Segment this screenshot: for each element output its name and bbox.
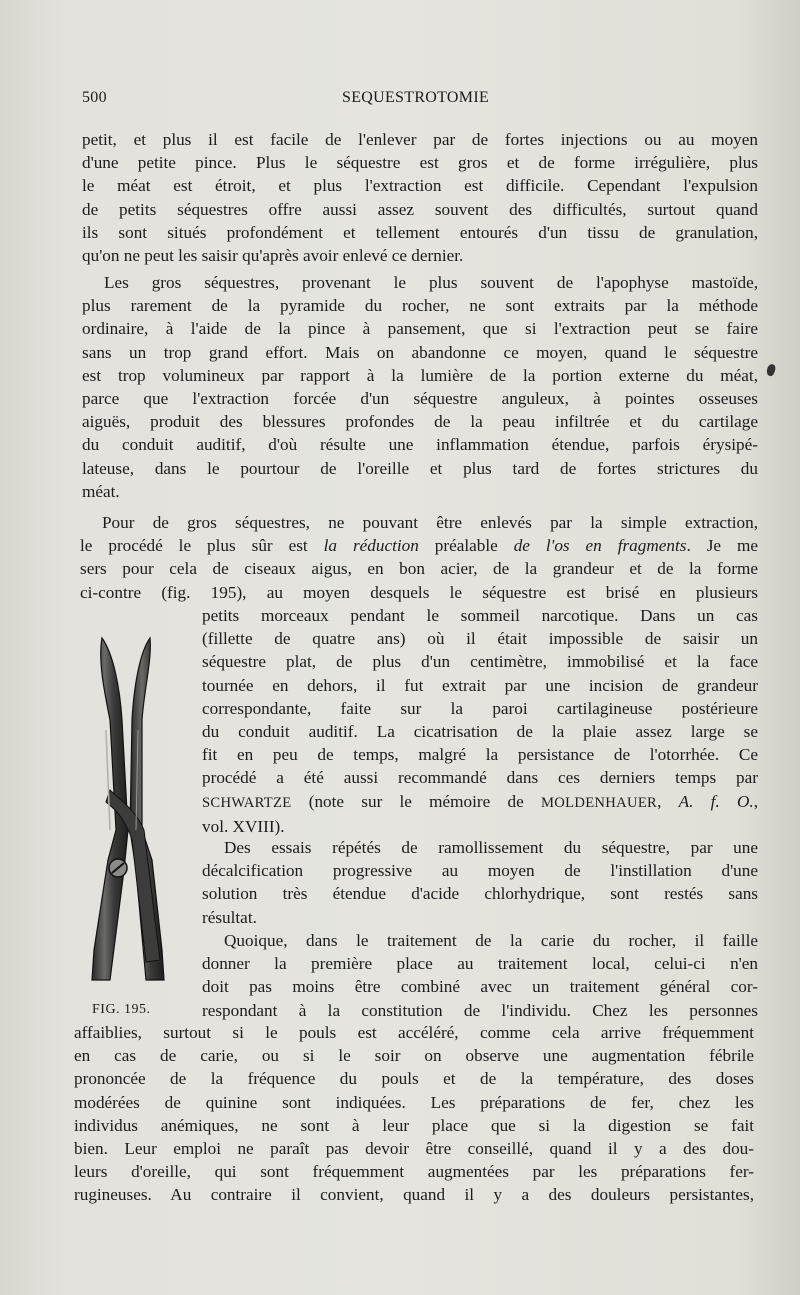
text-line: parce que l'extraction forcée d'un séquestre anguleux, à pointes osseuses [82,389,758,409]
text-line: séquestre plat, de plus d'un centimètre, immobilisé et la face [202,652,758,672]
text-line: résultat. [202,907,257,927]
text-line: sans un trop grand effort. Mais on abandonne ce moyen, quand le séquestre [82,342,758,362]
text-line: SCHWARTZE (note sur le mémoire de MOLDENHAUER, A. f. O., [202,791,759,811]
text-line: individus anémiques, ne sont à leur place que si la digestion se fait [74,1115,754,1135]
page-number: 500 [82,89,107,106]
text-line: prononcée de la fréquence du pouls et de la température, des doses [74,1069,754,1089]
text-line: donner la première place au traitement local, celui-ci n'en [202,954,758,974]
text-line: petit, et plus il est facile de l'enlever par de fortes injections ou au moyen [82,130,758,149]
text-line: du conduit auditif, d'où résulte une inflammation étendue, parfois érysipé- [82,435,758,455]
italic-term: la réduction [323,536,419,556]
text-line: modérées de quinine sont indiquées. Les préparations de fer, chez les [74,1092,754,1112]
text-line: tournée en dehors, il fut extrait par une incision de grandeur [202,675,758,695]
text-line: solution très étendue d'acide chlorhydrique, sont restés sans [202,884,758,904]
text-line: ordinaire, à l'aide de la pince à pansement, que si l'extraction peut se faire [82,319,758,339]
author-name: MOLDENHAUER [540,794,658,811]
paragraph-4 [202,836,758,929]
figure-195 [80,630,190,1030]
paragraph-3-continued [202,604,758,838]
journal-abbrev: A. f. O. [678,791,754,811]
text-line: d'une petite pince. Plus le séquestre est gros et de forme irrégulière, plus [82,153,758,173]
text-line: Des essais répétés de ramollissement du séquestre, par une [224,838,758,857]
text-line: rugineuses. Au contraire il convient, quand il y a des douleurs persistantes, [74,1185,754,1205]
text-line: aiguës, produit des blessures profondes de la peau infiltrée et du cartilage [82,412,758,432]
text-line: procédé a été aussi recommandé dans ces derniers temps par [202,768,758,788]
text-line: petits morceaux pendant le sommeil narcotique. Dans un cas [202,606,758,625]
page-header [82,89,762,113]
text-line: en cas de carie, ou si le soir on observe une augmentation fébrile [74,1046,754,1066]
text-line: le procédé le plus sûr est la réduction préalable de l'os en fragments. Je me [80,536,758,556]
text-line: fit en peu de temps, malgré la persistance de l'otorrhée. Ce [202,745,758,765]
running-title: SEQUESTROTOMIE [342,89,490,106]
text-line: est trop volumineux par rapport à la lumière de la portion externe du méat, [82,365,758,385]
figure-caption: FIG. 195. [92,1002,151,1017]
text-line: lateuse, dans le pourtour de l'oreille et plus tard de fortes strictures du [82,458,758,478]
text-line: du conduit auditif. La cicatrisation de la plaie assez large se [202,722,758,742]
paragraph-2 [82,271,758,503]
text-line: qu'on ne peut les saisir qu'après avoir enlevé ce dernier. [82,246,464,266]
text-line: sers pour cela de ciseaux aigus, en bon acier, de la grandeur et de la forme [80,559,758,579]
scissors-icon [80,630,190,1000]
text-line: Pour de gros séquestres, ne pouvant être enlevés par la simple extraction, [102,513,758,532]
paragraph-1 [82,128,758,267]
text-line: méat. [82,481,120,501]
paragraph-5-continued [74,1021,754,1207]
text-line: (fillette de quatre ans) où il était impossible de saisir un [202,629,758,649]
text-line: de petits séquestres offre aussi assez souvent des difficultés, surtout quand [82,199,758,219]
text-line: ils sont situés profondément et tellement entourés d'un tissu de granulation, [82,222,758,242]
author-name: SCHWARTZE [202,794,292,811]
text-line: Les gros séquestres, provenant le plus souvent de l'apophyse mastoïde, [104,273,758,292]
text-line: plus rarement de la pyramide du rocher, ne sont extraits par la méthode [82,296,758,316]
text-line: ci-contre (fig. 195), au moyen desquels le séquestre est brisé en plusieurs [80,582,758,602]
text-line: bien. Leur emploi ne paraît pas devoir être conseillé, quand il y a des dou- [74,1139,754,1159]
text-line: décalcification progressive au moyen de l'instillation d'une [202,861,758,881]
text-line: affaiblies, surtout si le pouls est accéléré, comme cela arrive fréquemment [74,1023,754,1042]
text-line: le méat est étroit, et plus l'extraction est difficile. Cependant l'expulsion [82,176,758,196]
text-line: vol. XVIII). [202,816,285,836]
paragraph-3 [80,511,758,604]
text-line: respondant à la constitution de l'individu. Chez les personnes [202,1000,758,1020]
text-line: doit pas moins être combiné avec un traitement général cor- [202,977,758,997]
text-line: leurs d'oreille, qui sont fréquemment augmentées par les préparations fer- [74,1162,754,1182]
text-line: Quoique, dans le traitement de la carie du rocher, il faille [224,931,758,950]
paragraph-5 [202,929,758,1022]
text-line: correspondante, faite sur la paroi cartilagineuse postérieure [202,698,758,718]
ink-blot [765,363,777,377]
italic-term: de l'os en fragments [513,536,687,556]
